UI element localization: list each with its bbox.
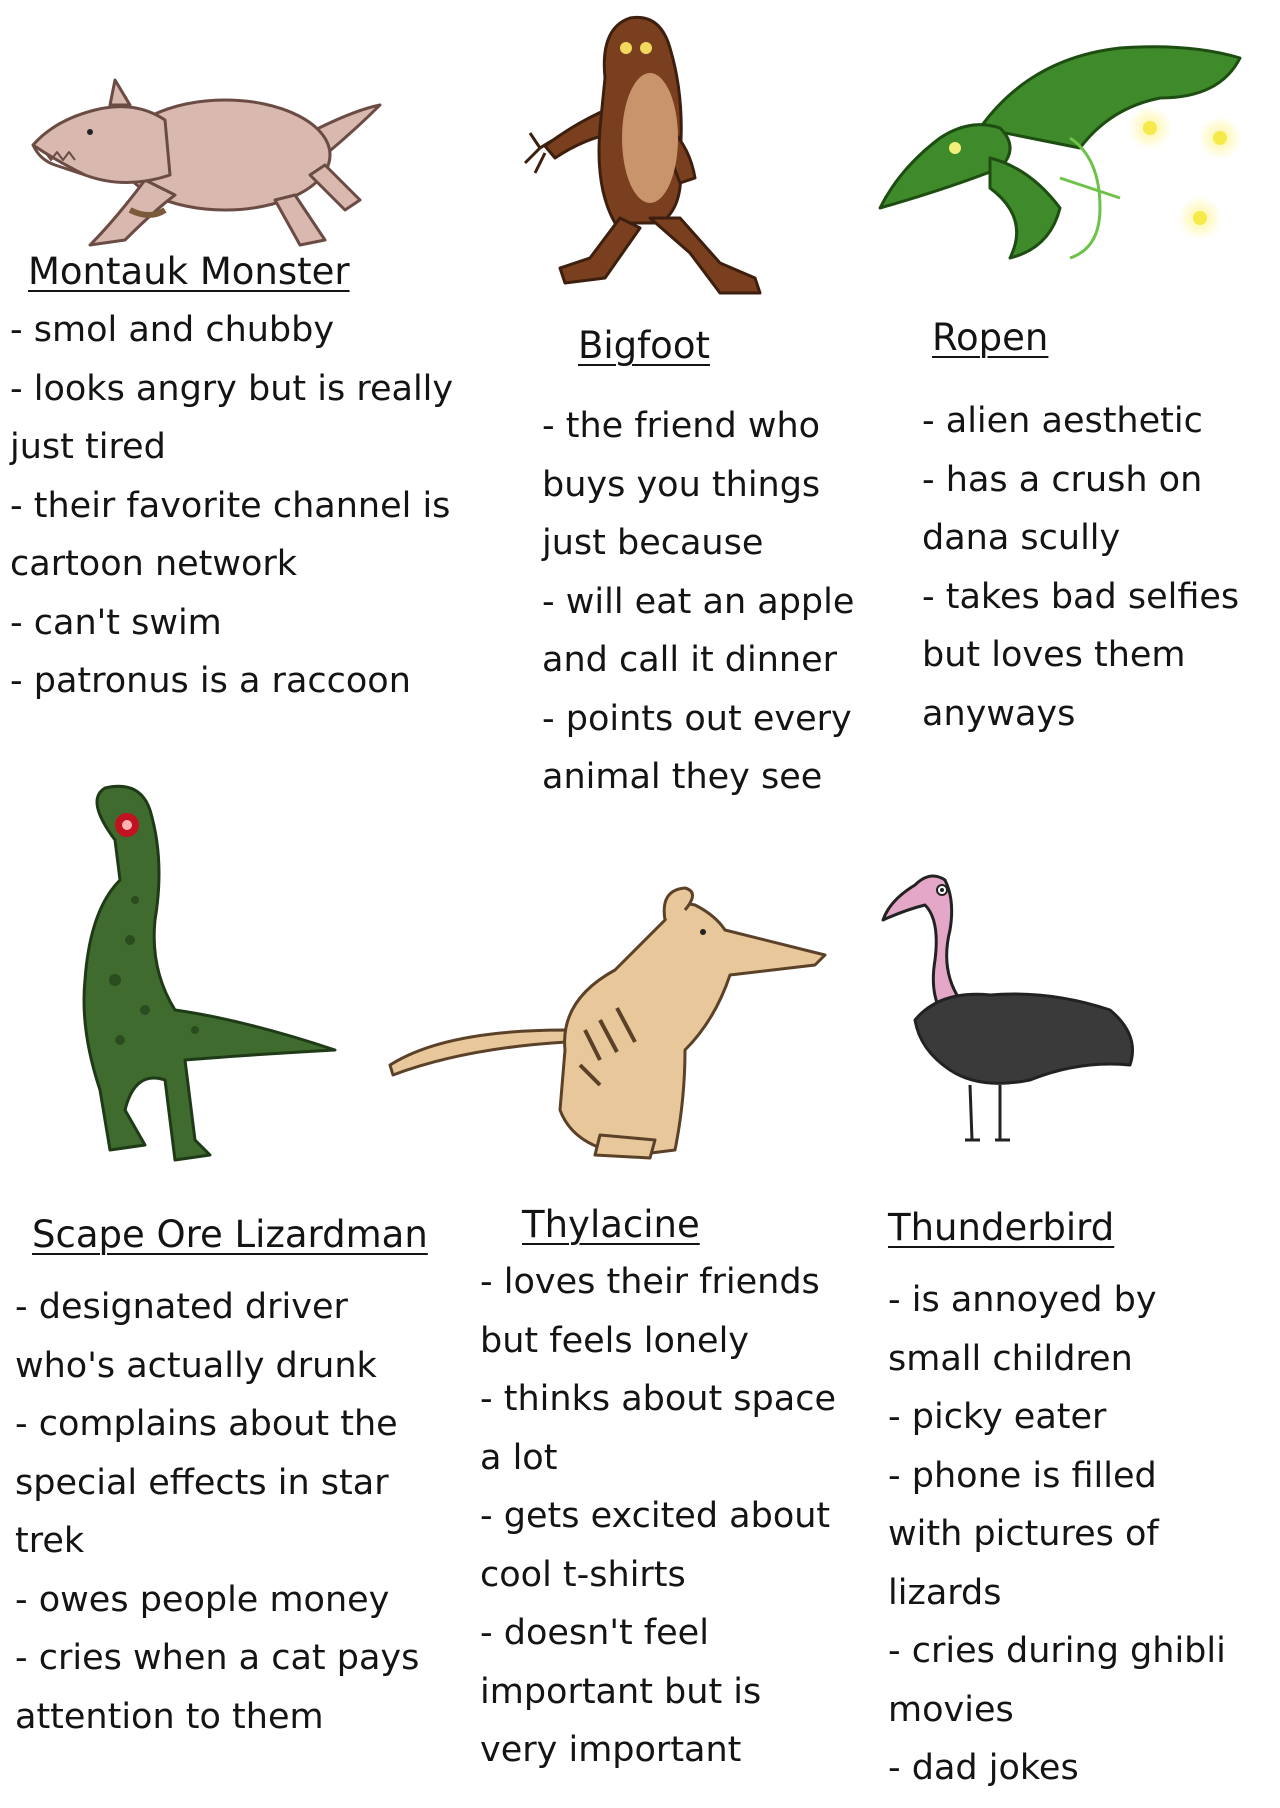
trait-line: - can't swim: [10, 602, 222, 643]
trait-list: [10, 301, 453, 711]
trait-line: lizards: [888, 1572, 1002, 1613]
trait-line: - cries during ghibli: [888, 1631, 1226, 1671]
trait-line: - the friend who: [542, 406, 821, 446]
trait-line: - has a crush on: [922, 459, 1203, 500]
trait-line: - will eat an apple: [542, 581, 855, 622]
trait-line: - smol and chubby: [10, 310, 335, 350]
bigfoot-drawing: [520, 8, 810, 298]
trait-line: - cries when a cat pays: [15, 1638, 420, 1678]
card-title: Montauk Monster: [28, 250, 350, 293]
trait-line: and call it dinner: [542, 640, 838, 680]
thylacine-drawing: [385, 880, 835, 1165]
trait-line: - loves their friends: [480, 1262, 820, 1302]
trait-line: - picky eater: [888, 1397, 1107, 1437]
trait-line: - complains about the: [15, 1404, 398, 1444]
trait-list: [480, 1253, 836, 1780]
trait-line: - takes bad selfies: [922, 576, 1240, 617]
trait-line: who's actually drunk: [15, 1345, 377, 1386]
trait-line: - phone is filled: [888, 1455, 1157, 1496]
trait-list: [542, 397, 854, 807]
trait-line: buys you things: [542, 464, 821, 505]
ropen-drawing: [860, 38, 1260, 278]
trait-line: - dad jokes: [888, 1748, 1079, 1788]
trait-line: very important: [480, 1730, 742, 1770]
trait-line: just tired: [10, 427, 166, 467]
card-title: Thunderbird: [888, 1206, 1115, 1249]
trait-line: - looks angry but is really: [10, 368, 454, 409]
trait-line: with pictures of: [888, 1514, 1159, 1554]
trait-line: but feels lonely: [480, 1320, 750, 1361]
card-title: Scape Ore Lizardman: [32, 1213, 428, 1256]
trait-line: - owes people money: [15, 1579, 390, 1620]
montauk-monster-drawing: [25, 60, 385, 260]
trait-line: cartoon network: [10, 544, 298, 584]
trait-line: - doesn't feel: [480, 1613, 709, 1653]
trait-line: - points out every: [542, 698, 852, 739]
trait-line: important but is: [480, 1671, 762, 1712]
card-title: Ropen: [932, 316, 1049, 359]
trait-list: [922, 392, 1239, 743]
trait-line: movies: [888, 1689, 1014, 1730]
trait-list: [888, 1271, 1226, 1798]
trait-line: but loves them: [922, 635, 1186, 675]
trait-line: attention to them: [15, 1696, 324, 1737]
trait-line: - alien aesthetic: [922, 401, 1203, 441]
trait-line: - thinks about space: [480, 1379, 836, 1419]
trait-line: small children: [888, 1338, 1133, 1379]
lizardman-drawing: [45, 780, 355, 1165]
trait-line: dana scully: [922, 518, 1121, 558]
card-title: Thylacine: [522, 1203, 700, 1246]
trait-line: a lot: [480, 1437, 558, 1478]
trait-line: special effects in star: [15, 1462, 389, 1503]
trait-line: anyways: [922, 693, 1076, 734]
trait-line: - gets excited about: [480, 1496, 831, 1536]
trait-line: animal they see: [542, 757, 823, 797]
card-title: Bigfoot: [578, 324, 710, 367]
trait-list: [15, 1278, 419, 1746]
trait-line: - designated driver: [15, 1287, 348, 1327]
thunderbird-drawing: [880, 850, 1170, 1150]
trait-line: just because: [542, 523, 764, 563]
trait-line: - patronus is a raccoon: [10, 661, 411, 701]
trait-line: - is annoyed by: [888, 1280, 1157, 1320]
trait-line: trek: [15, 1521, 85, 1561]
trait-line: cool t-shirts: [480, 1554, 686, 1595]
trait-line: - their favorite channel is: [10, 485, 451, 526]
